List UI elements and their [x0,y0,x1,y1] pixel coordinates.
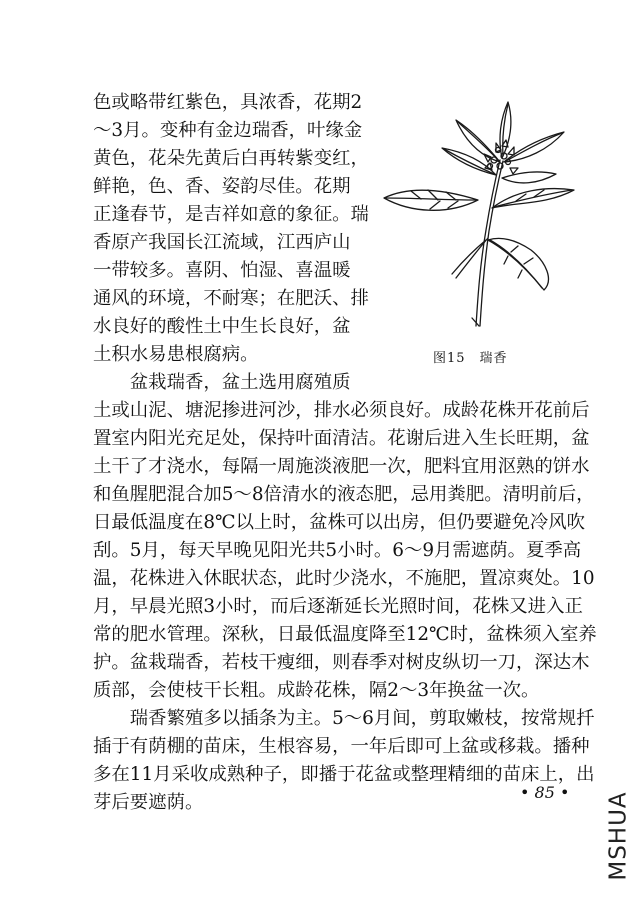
text-line: 日最低温度在8℃以上时，盆株可以出房，但仍要避免冷风吹 [93,512,586,533]
text-line: 质部，会使枝干长粗。成龄花株，隔2～3年换盆一次。 [93,680,540,701]
text-line: 多在11月采收成熟种子，即播于花盆或整理精细的苗床上，出 [93,764,595,785]
text-line: 土积水易患根腐病。 [93,344,259,365]
text-line: 护。盆栽瑞香，若枝干瘦细，则春季对树皮纵切一刀，深达木 [93,652,590,673]
text-line: 瑞香繁殖多以插条为主。5～6月间，剪取嫩枝，按常规扦 [93,708,595,729]
text-line: 香原产我国长江流域，江西庐山 [93,232,351,253]
text-line: 一带较多。喜阴、怕湿、喜温暖 [93,260,351,281]
text-line: 刮。5月，每天早晚见阳光共5小时。6～9月需遮荫。夏季高 [93,540,582,561]
text-line: 鲜艳，色、香、姿韵尽佳。花期 [93,176,351,197]
text-line: 黄色，花朵先黄后白再转紫变红， [93,148,369,169]
text-line: 温，花株进入休眠状态，此时少浇水，不施肥，置凉爽处。10 [93,568,595,589]
text-line: 置室内阳光充足处，保持叶面清洁。花谢后进入生长旺期，盆 [93,428,590,449]
text-line: 月，早晨光照3小时，而后逐渐延长光照时间，花株又进入正 [93,596,583,617]
text-line: 土干了才浇水，每隔一周施淡液肥一次，肥料宜用沤熟的饼水 [93,456,590,477]
page-number: • 85 • [520,783,570,802]
watermark-text: MSHUA [606,791,632,881]
text-line: 色或略带红紫色，具浓香，花期2 [93,92,363,113]
text-line: 常的肥水管理。深秋，日最低温度降至12℃时，盆株须入室养 [93,624,597,645]
text-line: 土或山泥、塘泥掺进河沙，排水必须良好。成龄花株开花前后 [93,400,590,421]
text-line: 通风的环境，不耐寒；在肥沃、排 [93,288,369,309]
daphne-illustration [376,90,576,330]
text-line: 水良好的酸性土中生长良好，盆 [93,316,351,337]
text-line: 盆栽瑞香，盆土选用腐殖质 [93,372,351,393]
text-line: 芽后要遮荫。 [93,792,204,813]
daphne-branch-icon [376,90,576,330]
text-line: 和鱼腥肥混合加5～8倍清水的液态肥，忌用粪肥。清明前后， [93,484,595,505]
text-line: 正逢春节，是吉祥如意的象征。瑞 [93,204,369,225]
text-line: 插于有荫棚的苗床，生根容易，一年后即可上盆或移栽。播种 [93,736,590,757]
figure-caption: 图15 瑞香 [433,351,508,366]
text-line: ～3月。变种有金边瑞香，叶缘金 [93,120,363,141]
watermark [602,780,636,892]
